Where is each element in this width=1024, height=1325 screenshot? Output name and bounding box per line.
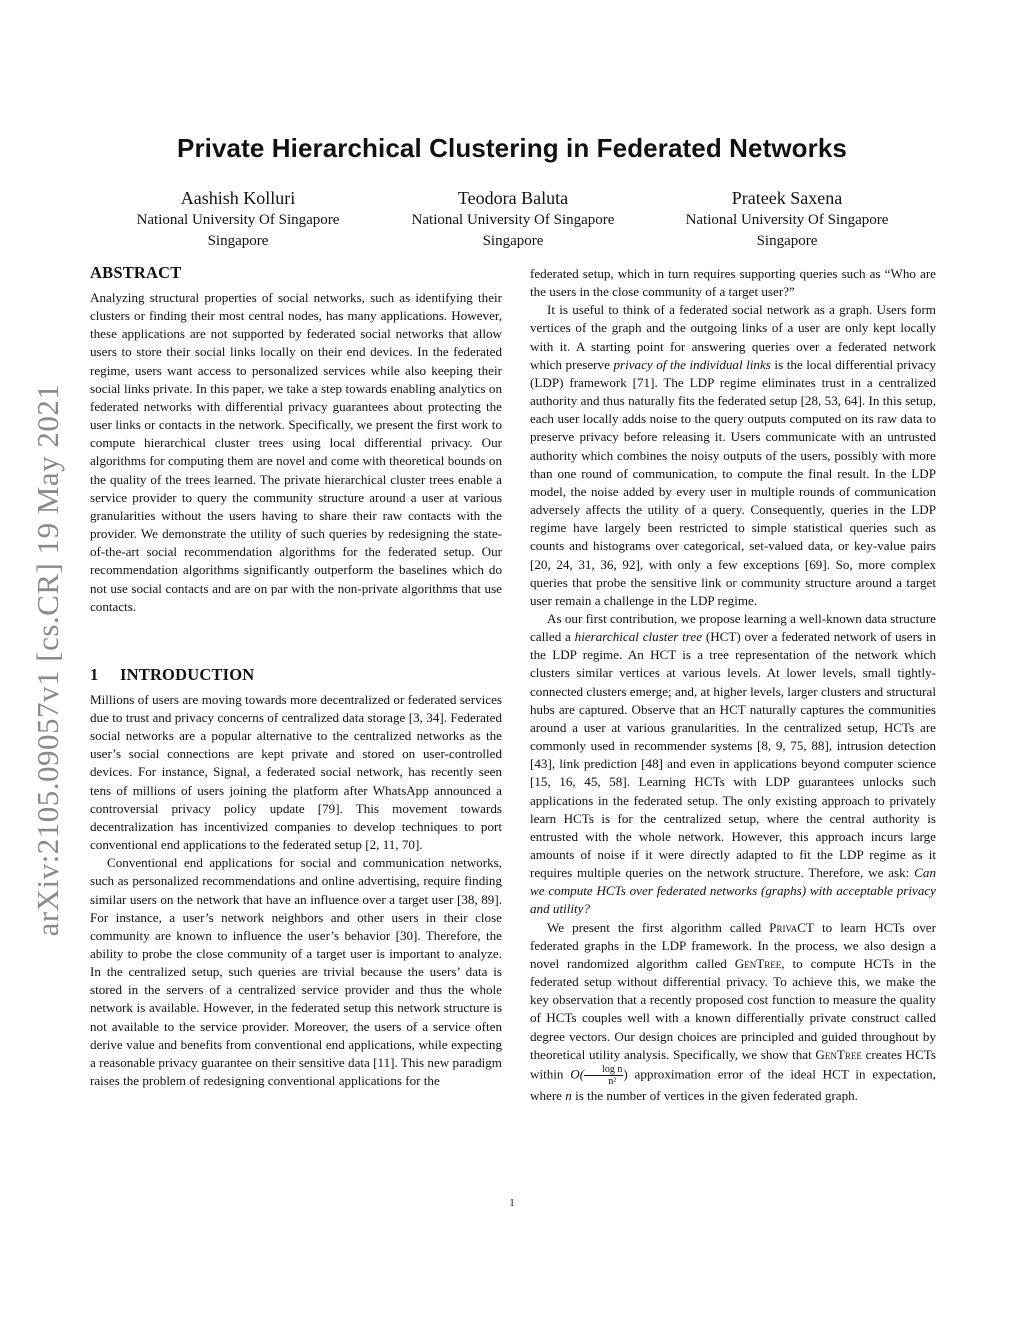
right-column (530, 265, 936, 1105)
section-number: 1 (90, 664, 99, 684)
right-paragraph-2: It is useful to think of a federated social network as a graph. Users form vertices of the graph and the outgoing links of a user are only kept locally with it. A starting point for answering queries over a federated network which preserve privacy of the individual links is the local differential privacy (LDP) framework [71]. The LDP regime eliminates trust in a centralized authority and thus naturally fits the federated setup [28, 53, 64]. In this setup, each user locally adds noise to the query outputs computed on its raw data to preserve privacy before releasing it. Users communicate with an untrusted authority which combines the noisy outputs of the users, possibly with more than one round of communication, to compute the final result. In the LDP model, the noise added by every user in multiple rounds of communication adversely affects the utility of a query. Consequently, queries in the LDP regime have largely been restricted to simple statistical queries such as counts and histograms over categorical, set-valued data, or key-value pairs [20, 24, 31, 36, 92], with only a few exceptions [69]. So, more complex queries that probe the sensitive link or community structure around a target user remain a challenge in the LDP regime. (530, 302, 936, 608)
author-affiliation: National University Of Singapore (411, 212, 615, 228)
page-number: 1 (509, 1197, 515, 1209)
author-name: Teodora Baluta (457, 188, 569, 208)
author-location: Singapore (207, 233, 269, 249)
author-affiliation: National University Of Singapore (685, 212, 889, 228)
author-block-3 (647, 186, 927, 252)
author-block-2 (373, 186, 653, 252)
algorithm-name: GenTree (815, 1046, 862, 1062)
right-paragraph-1: federated setup, which in turn requires supporting queries such as “Who are the users in the close community of a target user?” (530, 266, 936, 300)
paper-title: Private Hierarchical Clustering in Federated Networks (177, 133, 847, 163)
author-location: Singapore (756, 233, 818, 249)
algorithm-name: GenTree (734, 955, 782, 971)
arxiv-identifier: arXiv:2105.09057v1 [cs.CR] 19 May 2021 (30, 383, 65, 937)
abstract-heading: ABSTRACT (90, 263, 182, 282)
author-name: Prateek Saxena (731, 188, 843, 208)
author-location: Singapore (482, 233, 544, 249)
author-affiliation: National University Of Singapore (136, 212, 340, 228)
intro-paragraph-2: Conventional end applications for social and communication networks, such as personalized recommendations and online advertising, require finding similar users on the network that have an influence over a target user [38, 89]. For instance, a user’s network neighbors and other users in their close community are known to influence the user’s behavior [30]. Therefore, the ability to probe the close community of a target user is important to analyze. In the centralized setup, such queries are trivial because the users’ data is stored in the servers of a centralized service provider and thus the whole network is available. However, in the federated setup this network structure is not available to the service provider. Moreover, the users of a service often derive value and benefits from conventional end applications, while expecting a reasonable privacy guarantee on their sensitive data [11]. This new paradigm raises the problem of redesigning conventional applications for the (90, 855, 502, 1089)
section-title: INTRODUCTION (120, 664, 255, 684)
intro-paragraph-1: Millions of users are moving towards more decentralized or federated services due to trust and privacy concerns of centralized data storage [3, 34]. Federated social networks are a popular alternative to the centralized networks as the user’s social connections are kept private and stored on user-controlled devices. For instance, Signal, a federated social network, has recently seen tens of millions of users joining the platform after WhatsApp announced a controversial privacy policy update [79]. This movement towards decentralization has incentivized companies to develop techniques to port conventional end applications to the federated setup [2, 11, 70]. (90, 691, 502, 853)
right-paragraph-4: We present the first algorithm called PrivaCT to learn HCTs over federated graphs in the LDP framework. In the process, we also design a novel randomized algorithm called GenTree, to compute HCTs in the federated setup without differential privacy. To achieve this, we make the key observation that a recently proposed cost function to measure the quality of HCTs couples well with a known differentially private construct called degree vectors. Our design choices are principled and guided throughout by theoretical utility analysis. Specifically, we show that GenTree creates HCTs within O( $\frac{\text{log n}}{\text{n²}}$ ) approximation error of the ideal HCT in expectation, where n is the number of vertices in the given federated graph. (530, 919, 936, 1103)
left-column (90, 262, 502, 1090)
algorithm-name: PrivaCT (769, 919, 815, 935)
abstract-text: Analyzing structural properties of social networks, such as identifying their clusters or finding their most central nodes, has many applications. However, these applications are not supported by federated social networks that allow users to store their social links locally on their end devices. In the federated regime, users want access to personalized services while also keeping their social links private. In this paper, we take a step towards enabling analytics on federated networks with differential privacy guarantees about protecting the user links or contacts in the network. Specifically, we present the first work to compute hierarchical cluster trees using local differential privacy. Our algorithms for computing them are novel and come with theoretical bounds on the quality of the trees learned. The private hierarchical cluster trees enable a service provider to query the community structure around a user at various granularities without the users having to share their raw contacts with the provider. We demonstrate the utility of such queries by redesigning the state-of-the-art social recommendation algorithms for the federated setup. Our recommendation algorithms significantly outperform the baselines which do not use social contacts and are on par with the non-private algorithms that use contacts. (90, 290, 502, 614)
fraction: $\frac{\text{log n}}{\text{n²}}$ (584, 1064, 623, 1087)
introduction-heading (90, 664, 502, 686)
author-block-1 (98, 186, 378, 252)
author-name: Aashish Kolluri (180, 188, 296, 208)
right-paragraph-3: As our first contribution, we propose learning a well-known data structure called a hierarchical cluster tree (HCT) over a federated network of users in the LDP regime. An HCT is a tree representation of the network which clusters similar vertices at various levels. At lower levels, small tightly-connected clusters emerge; and, at higher levels, larger clusters and structural hubs are captured. Observe that an HCT naturally captures the communities around a user at various granularities. In the centralized setup, HCTs are commonly used in recommender systems [8, 9, 75, 88], intrusion detection [43], link prediction [48] and even in applications beyond computer science [15, 16, 45, 58]. Learning HCTs with LDP guarantees unlocks such applications in the federated setup. The only existing approach to privately learn HCTs is for the centralized setup, where the central authority is entrusted with the whole network. However, this approach incurs large amounts of noise if it were directly adapted to fit the LDP regime as it requires multiple queries on the network structure. Therefore, we ask: Can we compute HCTs over federated networks (graphs) with acceptable privacy and utility? (530, 610, 937, 917)
